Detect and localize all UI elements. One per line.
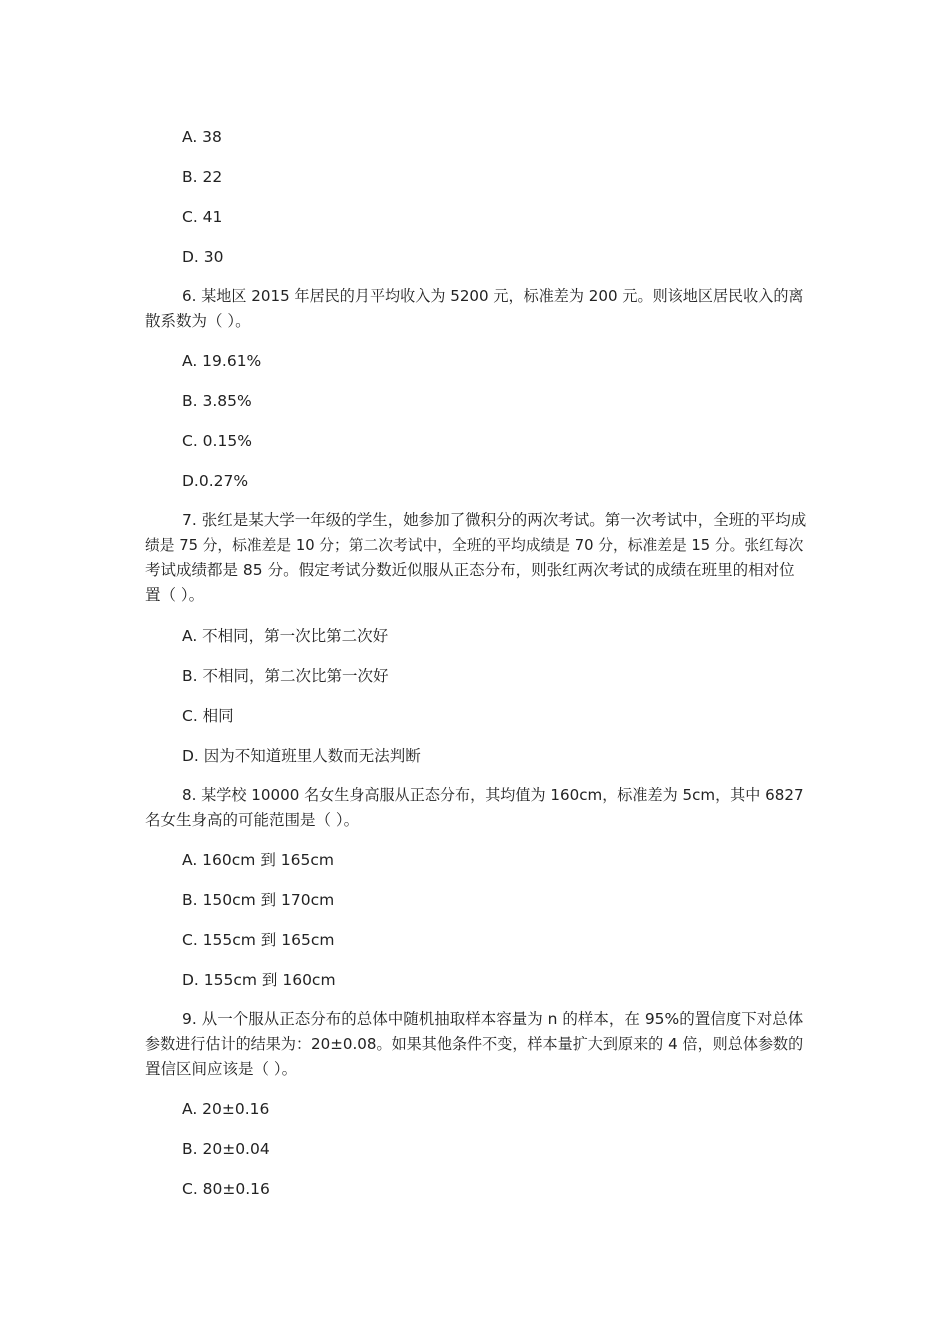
- q8-option-b: B. 150cm 到 170cm: [182, 891, 335, 909]
- q7-line-1: 7. 张红是某大学一年级的学生，她参加了微积分的两次考试。第一次考试中，全班的平均成: [182, 511, 807, 529]
- q9-line-1: 9. 从一个服从正态分布的总体中随机抽取样本容量为 n 的样本，在 95%的置信度下对总体: [182, 1010, 804, 1028]
- q6-option-c: C. 0.15%: [182, 432, 252, 450]
- q6-question-text: [145, 284, 807, 334]
- q8-option-c: C. 155cm 到 165cm: [182, 931, 335, 949]
- q5-option-b: B. 22: [182, 168, 223, 186]
- q6-option-b: B. 3.85%: [182, 392, 252, 410]
- q9-option-b: B. 20±0.04: [182, 1140, 270, 1158]
- q6-option-d: D.0.27%: [182, 472, 249, 490]
- q7-option-b: B. 不相同，第二次比第一次好: [182, 667, 389, 685]
- q7-line-2: 绩是 75 分，标准差是 10 分；第二次考试中，全班的平均成绩是 70 分，标准差是 15 分。张红每次: [145, 537, 804, 554]
- q9-option-a: A. 20±0.16: [182, 1100, 270, 1118]
- q9-line-3: 置信区间应该是（ ）。: [145, 1060, 298, 1078]
- q5-option-a: A. 38: [182, 128, 222, 146]
- q5-option-d: D. 30: [182, 248, 224, 266]
- q7-question-text: [145, 508, 807, 608]
- q8-option-a: A. 160cm 到 165cm: [182, 851, 334, 869]
- q9-question-text: [145, 1007, 807, 1082]
- q7-line-4: 置（ ）。: [145, 586, 205, 604]
- q7-option-d: D. 因为不知道班里人数而无法判断: [182, 747, 421, 765]
- q9-line-2: 参数进行估计的结果为：20±0.08。如果其他条件不变，样本量扩大到原来的 4 倍，则总体参数的: [145, 1035, 804, 1053]
- q8-question-text: [145, 783, 807, 833]
- q6-option-a: A. 19.61%: [182, 352, 262, 370]
- q6-line-2: 散系数为（ ）。: [145, 312, 251, 330]
- q6-line-1: 6. 某地区 2015 年居民的月平均收入为 5200 元，标准差为 200 元。则该地区居民收入的离: [182, 287, 804, 305]
- q7-option-a: A. 不相同，第一次比第二次好: [182, 627, 389, 645]
- q7-line-3: 考试成绩都是 85 分。假定考试分数近似服从正态分布，则张红两次考试的成绩在班里的相对位: [145, 561, 795, 579]
- q5-option-c: C. 41: [182, 208, 223, 226]
- q9-option-c: C. 80±0.16: [182, 1180, 270, 1198]
- q8-line-2: 名女生身高的可能范围是（ ）。: [145, 811, 360, 829]
- q8-line-1: 8. 某学校 10000 名女生身高服从正态分布，其均值为 160cm，标准差为 5cm，其中 6827: [182, 786, 804, 804]
- q7-option-c: C. 相同: [182, 707, 234, 725]
- q8-option-d: D. 155cm 到 160cm: [182, 971, 336, 989]
